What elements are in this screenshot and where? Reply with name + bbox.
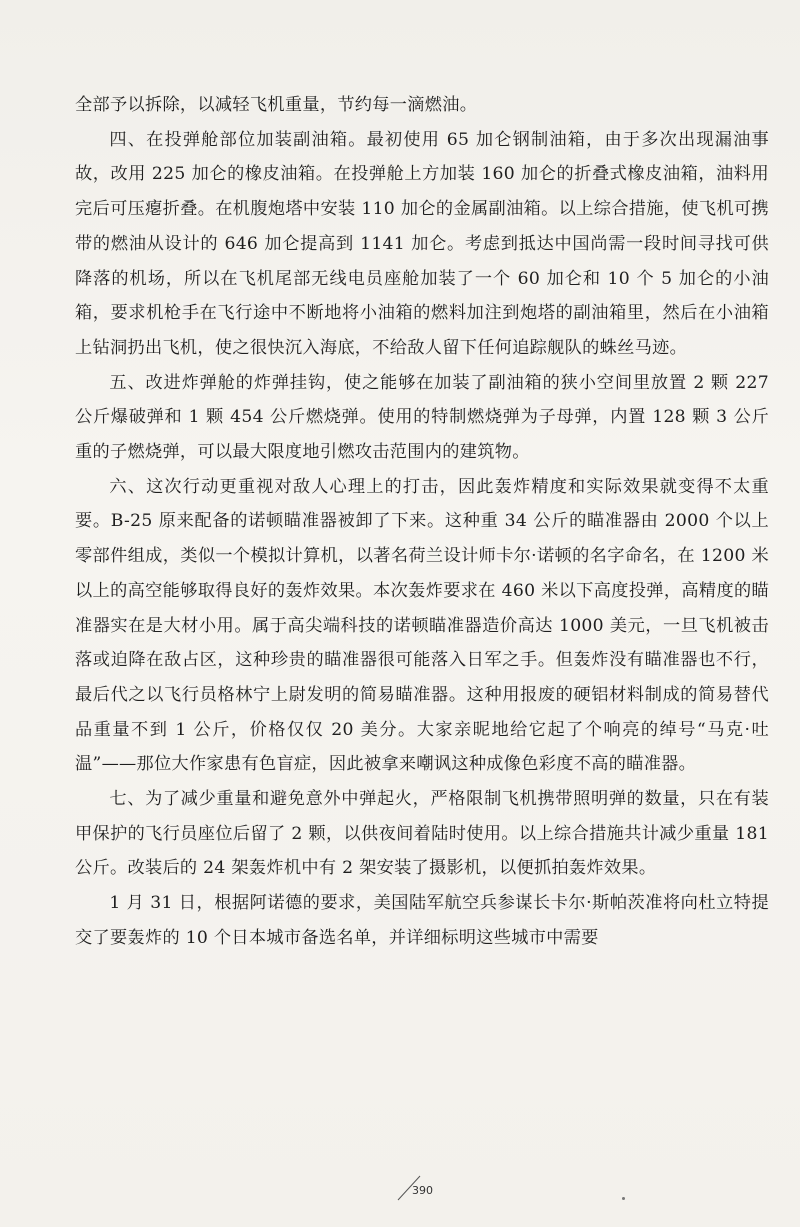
- paragraph-item-6-bombsight: 六、这次行动更重视对敌人心理上的打击，因此轰炸精度和实际效果就变得不太重要。B-25 原来配备的诺顿瞄准器被卸了下来。这种重 34 公斤的瞄准器由 2000 个以上零部件组成，类似一个模拟计算机，以著名荷兰设计师卡尔·诺顿的名字命名，在 1200 米以上的高空能够取得良好的轰炸效果。本次轰炸要求在 460 米以下高度投弹，高精度的瞄准器实在是大材小用。属于高尖端科技的诺顿瞄准器造价高达 1000 美元，一旦飞机被击落或迫降在敌占区，这种珍贵的瞄准器很可能落入日军之手。但轰炸没有瞄准器也不行，最后代之以飞行员格林宁上尉发明的简易瞄准器。这种用报废的硬铝材料制成的简易替代品重量不到 1 公斤，价格仅仅 20 美分。大家亲昵地给它起了个响亮的绰号“马克·吐温”——那位大作家患有色盲症，因此被拿来嘲讽这种成像色彩度不高的瞄准器。: [75, 476, 769, 775]
- paragraph-item-4-fuel-tanks: 四、在投弹舱部位加装副油箱。最初使用 65 加仑钢制油箱，由于多次出现漏油事故，改用 225 加仑的橡皮油箱。在投弹舱上方加装 160 加仑的折叠式橡皮油箱，油料用完后可压瘪折叠。在机腹炮塔中安装 110 加仑的金属副油箱。以上综合措施，使飞机可携带的燃油从设计的 646 加仑提高到 1141 加仑。考虑到抵达中国尚需一段时间寻找可供降落的机场，所以在飞机尾部无线电员座舱加装了一个 60 加仑和 10 个 5 加仑的小油箱，要求机枪手在飞行途中不断地将小油箱的燃料加注到炮塔的副油箱里，然后在小油箱上钻洞扔出飞机，使之很快沉入海底，不给敌人留下任何追踪舰队的蛛丝马迹。: [75, 129, 769, 358]
- page-footer: [388, 1170, 448, 1210]
- paragraph-jan-31: 1 月 31 日，根据阿诺德的要求，美国陆军航空兵参谋长卡尔·斯帕茨准将向杜立特提交了要轰炸的 10 个日本城市备选名单，并详细标明这些城市中需要: [75, 893, 769, 948]
- paragraph-continuation: 全部予以拆除，以减轻飞机重量，节约每一滴燃油。: [75, 95, 478, 115]
- paragraph-item-7-flares: 七、为了减少重量和避免意外中弹起火，严格限制飞机携带照明弹的数量，只在有装甲保护的飞行员座位后留了 2 颗，以供夜间着陆时使用。以上综合措施共计减少重量 181 公斤。改装后的 24 架轰炸机中有 2 架安装了摄影机，以便抓拍轰炸效果。: [75, 789, 769, 879]
- scan-speck: [622, 1197, 625, 1200]
- page-number: 390: [412, 1184, 433, 1197]
- paragraph-item-5-bomb-hooks: 五、改进炸弹舱的炸弹挂钩，使之能够在加装了副油箱的狭小空间里放置 2 颗 227 公斤爆破弹和 1 颗 454 公斤燃烧弹。使用的特制燃烧弹为子母弹，内置 128 颗 3 公斤重的子燃烧弹，可以最大限度地引燃攻击范围内的建筑物。: [75, 372, 769, 463]
- body-text: [75, 88, 769, 956]
